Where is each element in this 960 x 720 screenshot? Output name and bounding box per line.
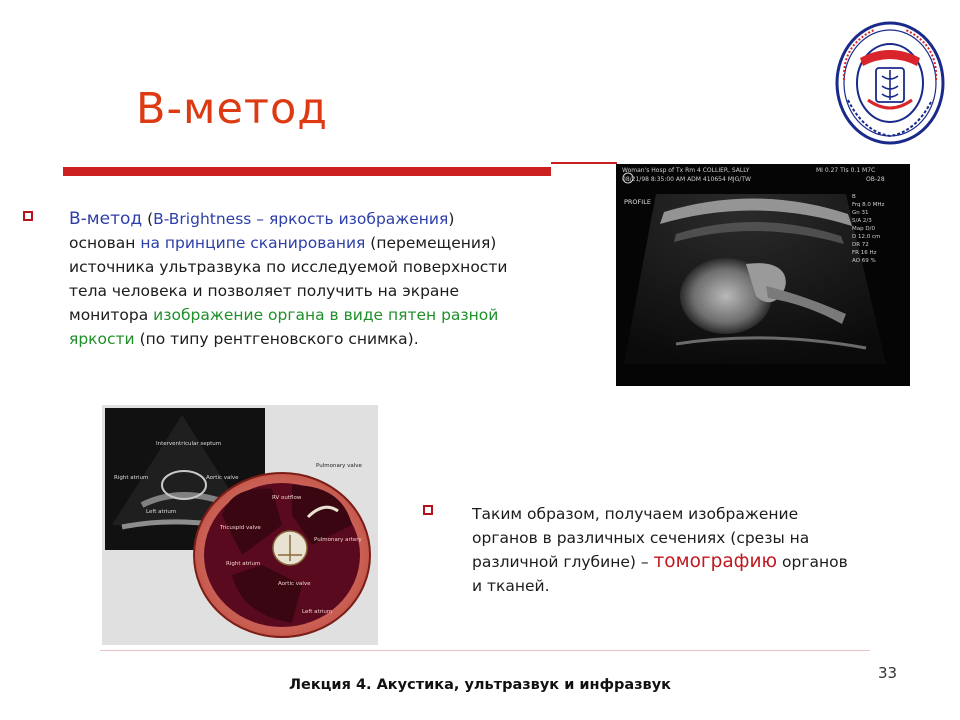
term-brightness: яркости xyxy=(69,330,135,348)
term-organ-image: изображение органа в виде пятен разной xyxy=(153,306,499,324)
us-param: Gn 31 xyxy=(852,210,869,216)
us-header-right-2: OB-28 xyxy=(866,176,885,183)
text-movement: (перемещения) xyxy=(365,234,497,252)
bullet1-line-2 xyxy=(69,231,609,255)
page-title: В-метод xyxy=(136,84,328,134)
label-left-atrium: Left atrium xyxy=(146,509,177,515)
bullet1-line-1 xyxy=(69,207,609,231)
label-aortic-valve-section: Aortic valve xyxy=(278,581,311,587)
term-b-method: В-метод xyxy=(69,209,143,229)
ultrasound-image xyxy=(616,164,910,386)
bullet-marker-2 xyxy=(423,505,433,515)
bullet2-line-4: и тканей. xyxy=(472,577,550,595)
bullet-text-tomography xyxy=(472,502,902,598)
page-number: 33 xyxy=(878,664,898,682)
us-profile-label: PROFILE xyxy=(624,198,651,206)
bullet2-line-2: органов в различных сечениях (срезы на xyxy=(472,529,810,547)
footer-lecture-title: Лекция 4. Акустика, ультразвук и инфразвук xyxy=(288,677,672,693)
term-b-brightness: B-Brightness – яркость изображения xyxy=(153,210,449,228)
title-underline-bar xyxy=(63,167,551,176)
bullet1-line-4: тела человека и позволяет получить на экране xyxy=(69,282,460,300)
us-param: FR 16 Hz xyxy=(852,250,877,256)
us-header-line-1: Woman's Hosp of Tx Rm 4 COLLIER, SALLY xyxy=(622,167,750,174)
text-xray-type: (по типу рентгеновского снимка). xyxy=(134,330,419,348)
us-param: S/A 2/3 xyxy=(852,218,872,224)
term-tomography: томографию xyxy=(653,551,778,572)
bullet-text-b-method xyxy=(69,207,609,351)
us-param: Map D/0 xyxy=(852,226,875,232)
bullet1-line-5 xyxy=(69,303,609,327)
label-right-atrium-section: Right atrium xyxy=(226,561,261,567)
text-monitor: монитора xyxy=(69,306,154,324)
us-header-line-2: 08/21/98 8:35:00 AM ADM 410654 MJG/TW xyxy=(622,176,751,183)
heart-figure xyxy=(102,405,378,645)
us-param: Frq 8.0 MHz xyxy=(852,202,885,208)
us-param: AO 69 % xyxy=(852,258,876,264)
text-organs: органов xyxy=(777,553,848,571)
label-septum: Interventricular septum xyxy=(156,441,222,447)
label-left-atrium-section: Left atrium xyxy=(302,609,333,615)
title-underline-thin xyxy=(551,162,617,164)
us-header-right-1: MI 0.27 TIs 0.1 M7C xyxy=(816,167,876,174)
label-right-atrium: Right atrium xyxy=(114,475,149,481)
term-scanning-principle: на принципе сканирования xyxy=(140,234,366,252)
bullet-marker xyxy=(23,211,33,221)
bullet2-line-1: Таким образом, получаем изображение xyxy=(472,505,799,523)
us-param: DR 72 xyxy=(852,242,869,248)
bullet1-line-3: источника ультразвука по исследуемой поверхности xyxy=(69,258,508,276)
label-tricuspid-valve: Tricuspid valve xyxy=(220,525,261,531)
label-pulmonary-artery: Pulmonary artery xyxy=(314,537,362,543)
paren-open: ( xyxy=(142,210,154,228)
bullet1-line-6 xyxy=(69,327,609,351)
bullet2-line-3 xyxy=(472,550,902,574)
university-seal-logo xyxy=(834,20,946,146)
us-param: D 12.0 cm xyxy=(852,234,881,240)
us-param: B xyxy=(852,194,856,200)
label-rv-outflow: RV outflow xyxy=(272,495,302,501)
paren-close: ) xyxy=(448,210,455,228)
footer-divider xyxy=(100,650,870,651)
text-different-depth: различной глубине) – xyxy=(472,553,654,571)
label-pulmonary-valve: Pulmonary valve xyxy=(316,463,362,469)
text-based: основан xyxy=(69,234,141,252)
label-aortic-valve-echo: Aortic valve xyxy=(206,475,239,481)
